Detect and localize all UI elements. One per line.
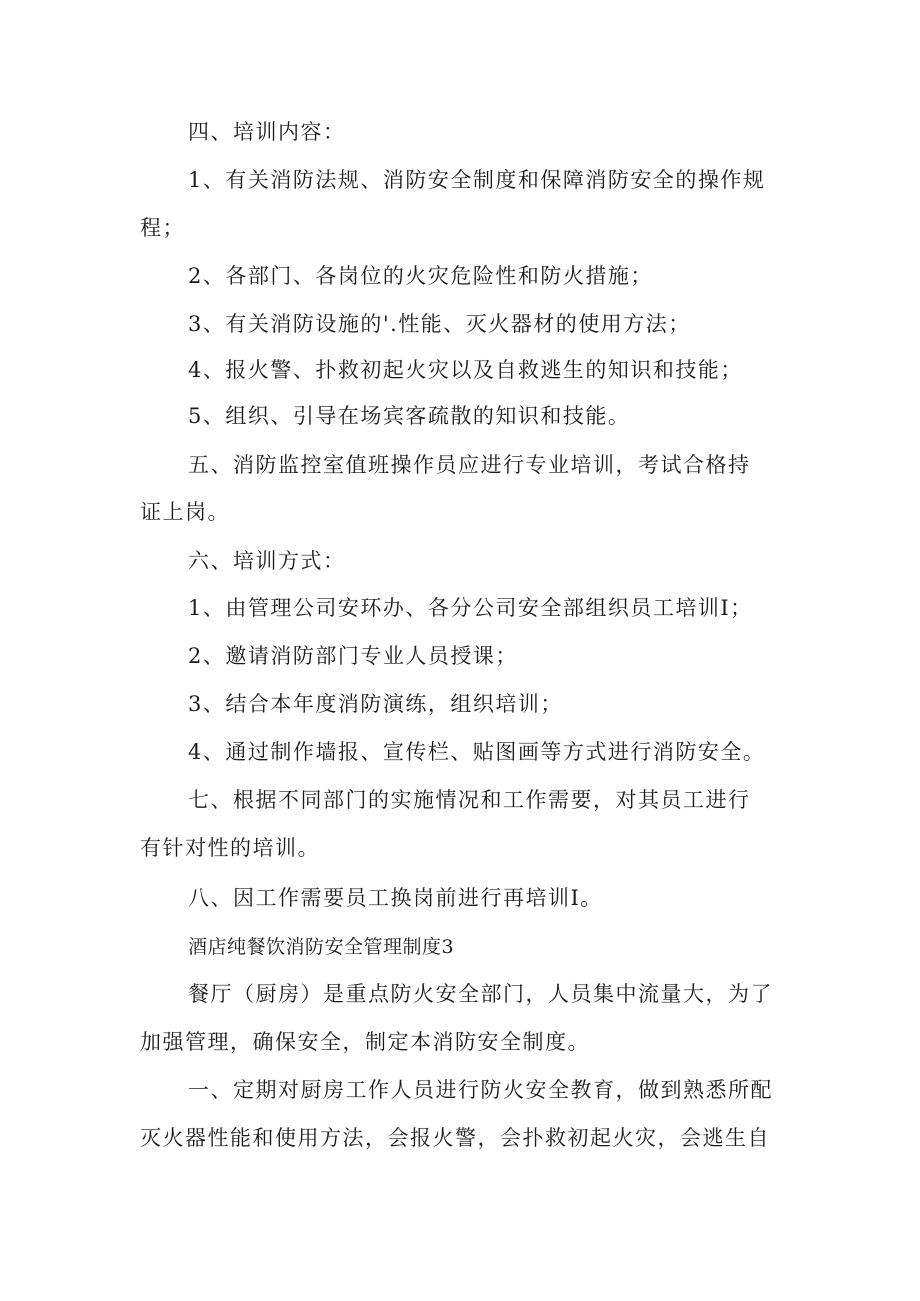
paragraph-line: 一、定期对厨房工作人员进行防火安全教育，做到熟悉所配 bbox=[188, 1078, 773, 1102]
paragraph-line: 有针对性的培训。 bbox=[140, 836, 320, 860]
paragraph-line: 灭火器性能和使用方法，会报火警，会扑救初起火灾，会逃生自 bbox=[140, 1126, 770, 1150]
paragraph-line: 加强管理，确保安全，制定本消防安全制度。 bbox=[140, 1030, 590, 1054]
paragraph-line: 餐厅（厨房）是重点防火安全部门，人员集中流量大，为了 bbox=[188, 982, 773, 1006]
document-title: 酒店纯餐饮消防安全管理制度3 bbox=[188, 936, 455, 958]
section-heading-training-content: 四、培训内容： bbox=[188, 120, 346, 144]
paragraph-line: 八、因工作需要员工换岗前进行再培训I。 bbox=[188, 886, 603, 910]
paragraph-line: 证上岗。 bbox=[140, 500, 230, 524]
paragraph-line: 2、邀请消防部门专业人员授课； bbox=[188, 644, 518, 668]
paragraph-line: 1、有关消防法规、消防安全制度和保障消防安全的操作规 bbox=[188, 168, 766, 192]
paragraph-line: 1、由管理公司安环办、各分公司安全部组织员工培训I； bbox=[188, 596, 753, 620]
paragraph-line: 3、结合本年度消防演练，组织培训； bbox=[188, 692, 563, 716]
paragraph-line: 4、报火警、扑救初起火灾以及自救逃生的知识和技能； bbox=[188, 358, 743, 382]
paragraph-line: 5、组织、引导在场宾客疏散的知识和技能。 bbox=[188, 404, 631, 428]
paragraph-line: 2、各部门、各岗位的火灾危险性和防火措施； bbox=[188, 264, 653, 288]
paragraph-line: 七、根据不同部门的实施情况和工作需要，对其员工进行 bbox=[188, 788, 751, 812]
section-heading-training-method: 六、培训方式： bbox=[188, 549, 346, 573]
paragraph-line: 3、有关消防设施的'.性能、灭火器材的使用方法； bbox=[188, 312, 691, 336]
paragraph-line: 4、通过制作墙报、宣传栏、贴图画等方式进行消防安全。 bbox=[188, 740, 766, 764]
paragraph-line: 程； bbox=[140, 216, 185, 240]
paragraph-line: 五、消防监控室值班操作员应进行专业培训，考试合格持 bbox=[188, 453, 751, 477]
